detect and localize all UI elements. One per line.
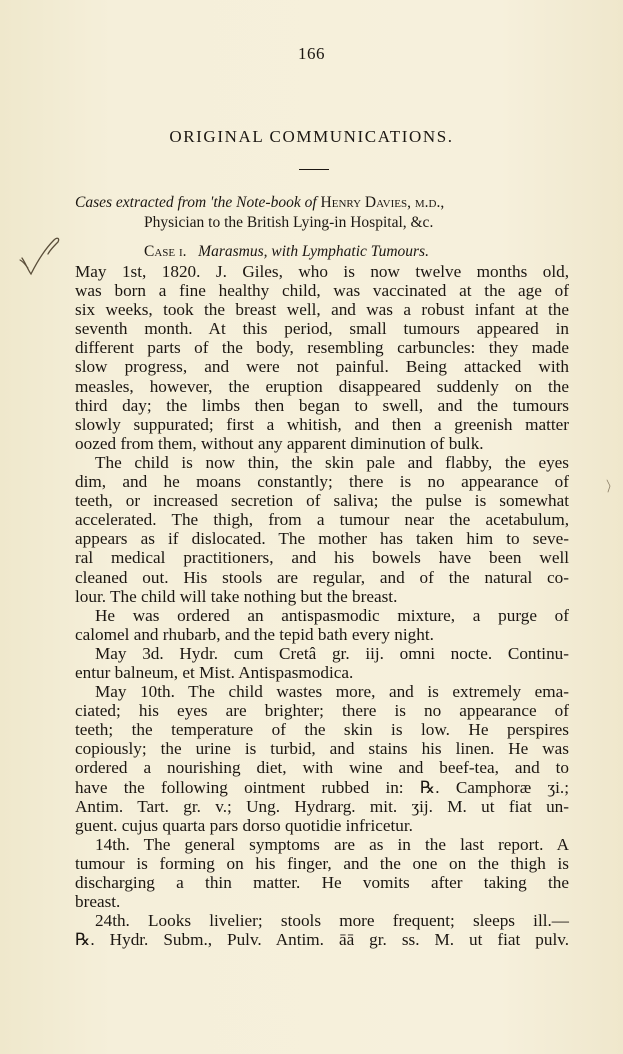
case-heading-author: Henry Davies, m.d., (320, 194, 445, 211)
text-line: breast. (75, 892, 121, 912)
text-line: teeth; the temperature of the skin is low. He perspires (75, 720, 569, 740)
text-line: Antim. Tart. gr. v.; Ung. Hydrarg. mit. ʒij. M. ut fiat un- (75, 796, 569, 816)
text-line: calomel and rhubarb, and the tepid bath every night. (75, 624, 434, 644)
text-line: have the following ointment rubbed in: ℞. Camphoræ ʒi.; (75, 777, 569, 797)
case-heading-line-1 (75, 193, 575, 213)
page-number: 166 (298, 44, 325, 63)
text-line: accelerated. The thigh, from a tumour near the acetabulum, (75, 510, 569, 530)
text-line: copiously; the urine is turbid, and stains his linen. He was (75, 739, 569, 759)
case-subject: Marasmus, with Lymphatic Tumours. (198, 243, 429, 260)
text-line: appears as if dislocated. The mother has taken him to seve- (75, 529, 569, 549)
text-line: May 10th. The child wastes more, and is extremely ema- (95, 682, 569, 702)
text-line: third day; the limbs then began to swell, and the tumours (75, 395, 569, 415)
case-title (144, 243, 429, 261)
text-line: dim, and he moans constantly; there is no appearance of (75, 472, 569, 492)
text-line: ral medical practitioners, and his bowels have been well (75, 548, 569, 568)
title-rule-divider (299, 169, 329, 170)
text-line: entur balneum, et Mist. Antispasmodica. (75, 662, 354, 682)
body-text (75, 262, 569, 949)
text-line: slow progress, and were not painful. Being attacked with (75, 357, 569, 377)
case-heading-affiliation: Physician to the British Lying-in Hospital, &c. (144, 214, 434, 231)
text-line: The child is now thin, the skin pale and flabby, the eyes (95, 452, 569, 472)
text-line: ciated; his eyes are brighter; there is no appearance of (75, 701, 569, 721)
text-line: six weeks, took the breast well, and was a robust infant at the (75, 300, 569, 320)
text-line: May 3d. Hydr. cum Cretâ gr. iij. omni nocte. Continu- (95, 643, 569, 663)
text-line: tumour is forming on his finger, and the one on the thigh is (75, 853, 569, 873)
case-label: Case i. (144, 243, 187, 260)
text-line: May 1st, 1820. J. Giles, who is now twelve months old, (75, 262, 569, 281)
text-line: different parts of the body, resembling carbuncles: they made (75, 338, 569, 358)
margin-pencil-mark-icon (604, 478, 614, 494)
text-line: cleaned out. His stools are regular, and of the natural co- (75, 567, 569, 587)
text-line: He was ordered an antispasmodic mixture, a purge of (95, 605, 569, 625)
text-line: measles, however, the eruption disappeared suddenly on the (75, 376, 569, 396)
text-line: lour. The child will take nothing but the breast. (75, 586, 398, 606)
case-heading-intro: Cases extracted from 'the Note-book of (75, 194, 317, 211)
text-line: slowly suppurated; first a whitish, and then a greenish matter (75, 414, 569, 434)
text-line: oozed from them, without any apparent diminution of bulk. (75, 433, 484, 453)
text-line: seventh month. At this period, small tumours appeared in (75, 319, 569, 339)
text-line: guent. cujus quarta pars dorso quotidie infricetur. (75, 815, 413, 835)
text-line: 24th. Looks livelier; stools more frequent; sleeps ill.— (95, 911, 569, 931)
text-line: ordered a nourishing diet, with wine and beef-tea, and to (75, 758, 569, 778)
case-heading (75, 193, 575, 233)
text-line: was born a fine healthy child, was vaccinated at the age of (75, 281, 569, 301)
text-line: ℞. Hydr. Subm., Pulv. Antim. āā gr. ss. M. ut fiat pulv. (75, 930, 569, 950)
text-line: teeth, or increased secretion of saliva; the pulse is somewhat (75, 491, 569, 511)
section-title: ORIGINAL COMMUNICATIONS. (169, 127, 454, 146)
text-line: 14th. The general symptoms are as in the last report. A (95, 834, 569, 854)
text-line: discharging a thin matter. He vomits after taking the (75, 873, 569, 892)
handwritten-checkmark-icon (14, 230, 74, 290)
